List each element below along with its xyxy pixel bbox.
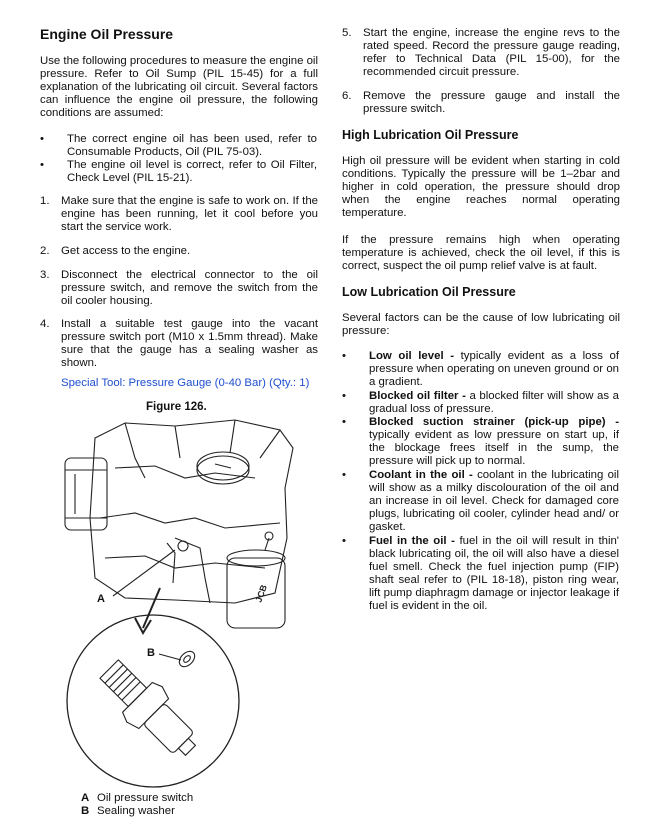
list-item-text [369, 350, 619, 389]
figure-label-a: A [97, 593, 105, 605]
step-text: Make sure that the engine is safe to work on. If the engine has been running, let it cool before you start the service work. [61, 195, 318, 233]
bullet-body: typically evident as low pressure on start up, if the blockage frees itself in the sump, the pressure will pick up to normal. [369, 429, 619, 467]
bullet-body: typically evident as a loss of pressure when operating on uneven ground or on a gradient. [369, 350, 620, 388]
bullet-symbol: • [40, 159, 44, 171]
intro-paragraph: Use the following procedures to measure the engine oil pressure. Refer to Oil Sump (PIL 15-45) for a full explanation of the lubricating oil circuit. Several factors can influence the engine oil pressure, the following conditions are assumed: [40, 55, 318, 119]
legend-item [81, 805, 175, 818]
bullet-lead: Blocked suction strainer (pick-up pipe) - [369, 416, 619, 428]
sealing-washer [176, 648, 197, 669]
engine-block [90, 420, 293, 603]
oil-filter [65, 458, 107, 530]
pressure-switch-detail [91, 651, 208, 768]
low-pressure-heading: Low Lubrication Oil Pressure [342, 285, 516, 299]
bullet-symbol: • [40, 133, 44, 145]
page-title: Engine Oil Pressure [40, 26, 174, 42]
step-number: 1. [40, 195, 50, 207]
bullet-lead: Blocked oil filter - [369, 390, 466, 402]
special-tool-link[interactable]: Special Tool: Pressure Gauge (0-40 Bar) (Qty.: 1) [61, 377, 310, 389]
bullet-body: fuel in the oil will result in thin' black lubricating oil, the oil will also have a diesel fuel smell. Check the fuel injection pump (FIP) shaft seal refer to (PIL 18-18), piston ring wear, lift pump diaphragm damage or injector leakage if fuel is evident in the oil. [369, 535, 619, 612]
list-item-text [369, 416, 619, 468]
step-text: Disconnect the electrical connector to the oil pressure switch, and remove the switch from the oil cooler housing. [61, 269, 318, 307]
bullet-lead: Low oil level - [369, 350, 455, 362]
detail-circle [67, 615, 239, 787]
low-pressure-intro: Several factors can be the cause of low lubricating oil pressure: [342, 312, 620, 337]
list-item-text: The correct engine oil has been used, refer to Consumable Products, Oil (PIL 75-03). [67, 133, 317, 158]
legend-item [81, 792, 193, 805]
step-number: 5. [342, 27, 352, 39]
step-text: Start the engine, increase the engine revs to the rated speed. Record the pressure gauge reading, refer to Technical Data (PIL 15-00), for the recommended circuit pressure. [363, 27, 620, 78]
bullet-body: coolant in the lubricating oil will show as a milky discolouration of the oil and an increase in oil level. Check for damaged core plugs, lubricating oil cooler, cylinder head and/ or gasket. [369, 469, 619, 533]
bullet-symbol: • [342, 416, 346, 428]
step-text: Install a suitable test gauge into the vacant pressure switch port (M10 x 1.5mm thread). Make sure that the gauge has a sealing washer as shown. [61, 318, 318, 369]
step-number: 3. [40, 269, 50, 281]
list-item-text: The engine oil level is correct, refer to Oil Filter, Check Level (PIL 15-21). [67, 159, 317, 184]
list-item-text [369, 390, 619, 416]
brand-mark: JCB [253, 583, 270, 604]
figure-label-b: B [147, 647, 155, 659]
step-number: 2. [40, 245, 50, 257]
step-number: 4. [40, 318, 50, 330]
bullet-lead: Fuel in the oil - [369, 535, 455, 547]
legend-key: B [81, 805, 90, 817]
bullet-symbol: • [342, 350, 346, 362]
step-text: Get access to the engine. [61, 245, 191, 257]
bullet-symbol: • [342, 390, 346, 402]
list-item-text [369, 535, 619, 613]
bullet-body: a blocked filter will show as a gradual loss of pressure. [369, 390, 619, 415]
legend-text: Oil pressure switch [97, 792, 194, 804]
figure-title: Figure 126. [146, 401, 207, 413]
bullet-symbol: • [342, 469, 346, 481]
high-pressure-paragraph-2: If the pressure remains high when operating temperature is achieved, check the oil level, if this is correct, suspect the oil pump relief valve is at fault. [342, 234, 620, 272]
switch-location [178, 541, 188, 551]
high-pressure-paragraph-1: High oil pressure will be evident when starting in cold conditions. Typically the pressure will be 1–2bar and higher in cold operation, the pressure should drop when the engine reaches normal operating temperature. [342, 155, 620, 219]
step-text: Remove the pressure gauge and install the pressure switch. [363, 90, 620, 115]
legend-key: A [81, 792, 90, 804]
bullet-symbol: • [342, 535, 346, 547]
step-number: 6. [342, 90, 352, 102]
legend-text: Sealing washer [97, 805, 175, 817]
list-item-text [369, 469, 619, 534]
oil-pressure-switch-figure [55, 418, 315, 790]
high-pressure-heading: High Lubrication Oil Pressure [342, 128, 519, 142]
bullet-lead: Coolant in the oil - [369, 469, 473, 481]
